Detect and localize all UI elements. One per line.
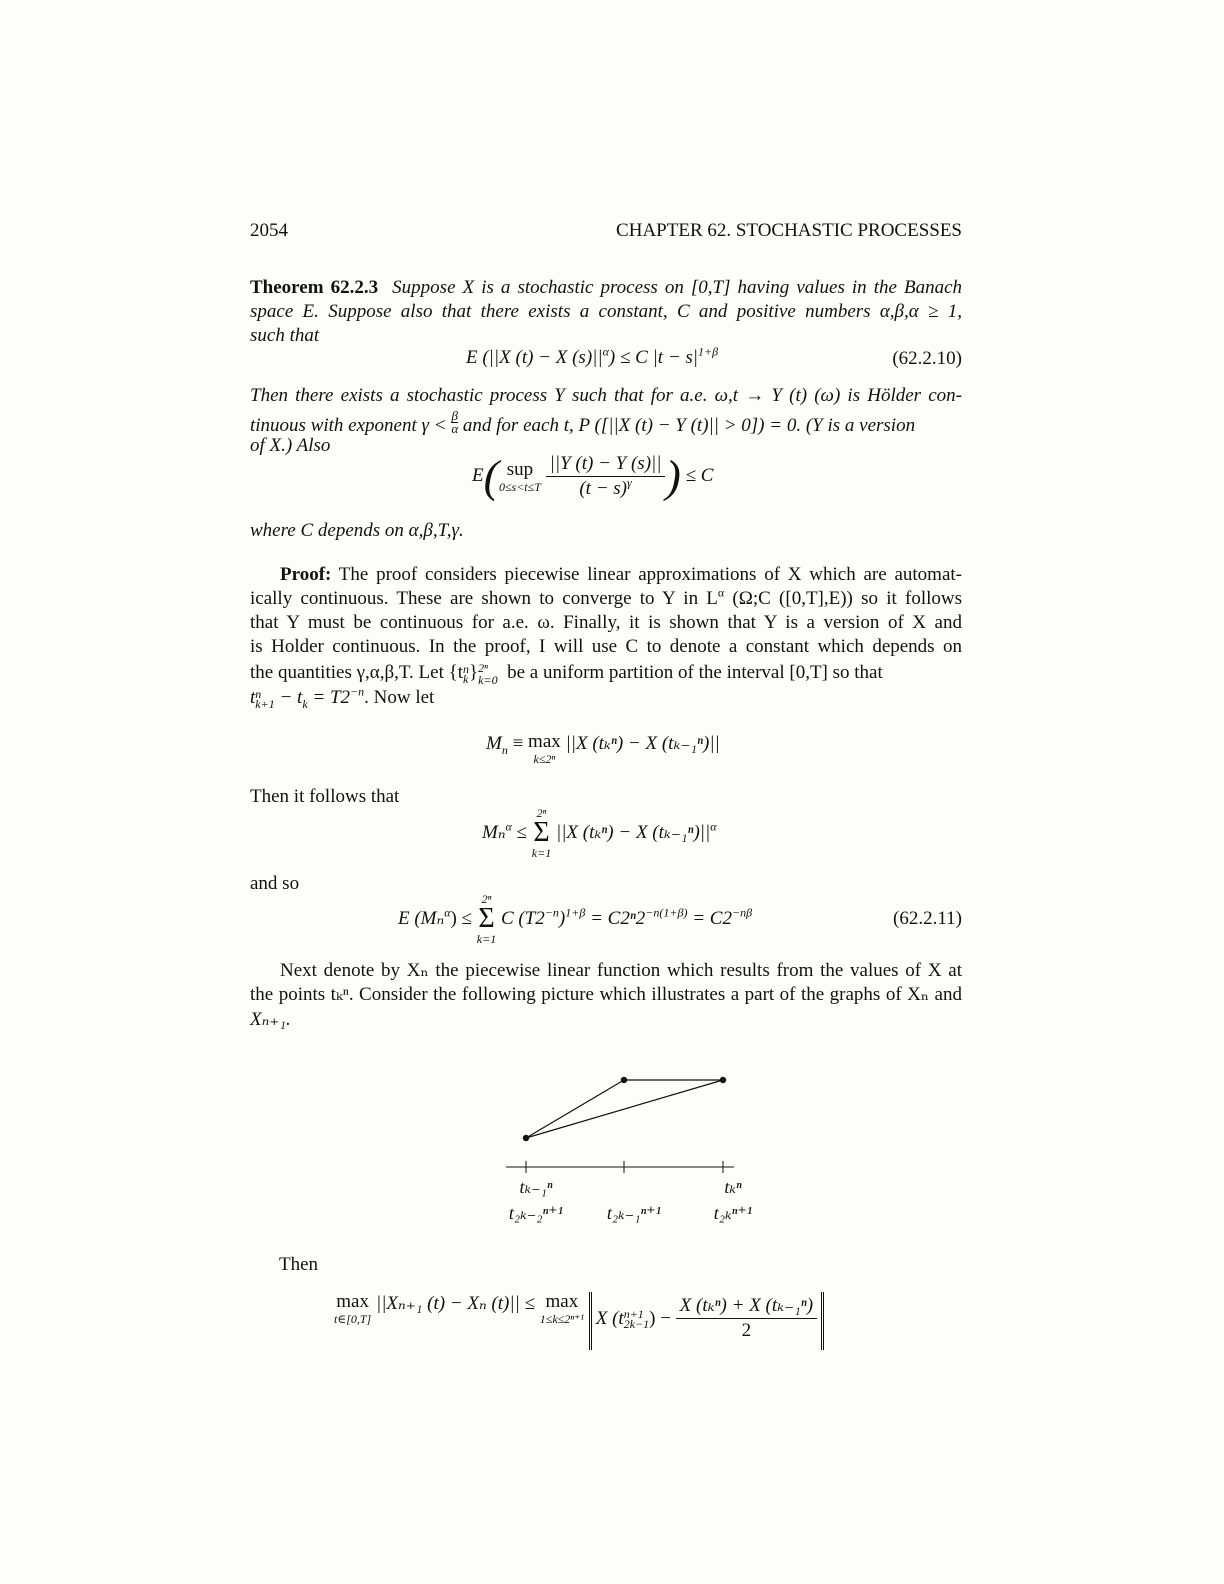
sum-operator [532, 806, 551, 860]
equation-max-bound [334, 1292, 824, 1350]
sup: −n [544, 905, 559, 920]
text: ically continuous. These are shown to converge to Y in L [250, 588, 718, 609]
lhs [398, 905, 473, 929]
text: . Now let [364, 687, 435, 708]
sup: −n(1+β) [645, 905, 688, 920]
eq-sup: α [602, 344, 609, 359]
proof-line-6 [250, 686, 962, 710]
brace: } [469, 662, 479, 683]
lhs [482, 821, 512, 845]
piecewise-linear-figure [490, 1060, 750, 1180]
theorem-text: Suppose X is a stochastic process on [0,T] having values in the Banach [392, 277, 963, 298]
sub: k [463, 671, 469, 686]
sub: k=0 [478, 672, 498, 687]
max-sub: k≤2ⁿ [533, 752, 556, 766]
eq-text: X (t [595, 1307, 624, 1329]
sup: α [444, 905, 451, 920]
then-label: Then [279, 1254, 319, 1275]
equation-number: (62.2.10) [892, 348, 962, 369]
frac-den: 2 [741, 1320, 752, 1341]
eq-text: ≤ C [685, 464, 714, 486]
running-title: CHAPTER 62. STOCHASTIC PROCESSES [616, 220, 962, 241]
den-text: (t − s) [579, 478, 628, 499]
eq-text: Mₙ [482, 822, 506, 843]
theorem-line-4: Then there exists a stochastic process Y such that for a.e. ω,t → Y (t) (ω) is Hölder con- [250, 385, 962, 406]
eq-text: = C2ⁿ2 [590, 908, 646, 929]
sup: −nβ [731, 905, 753, 920]
point-right [720, 1077, 726, 1083]
sub: k [302, 696, 308, 711]
eq-text: = C2 [692, 908, 732, 929]
sup: α [505, 819, 512, 834]
xn-segment [526, 1080, 723, 1138]
sup-sub: 0≤s<t≤T [498, 479, 541, 494]
text: and for each t, P ([||X (t) − Y (t)|| > 0]) = 0. (Y is a version [462, 415, 916, 436]
proof-label: Proof: [280, 564, 332, 585]
frac-num: X (tₖⁿ) + X (tₖ₋₁ⁿ) [676, 1294, 817, 1319]
op: ≤ [516, 822, 528, 843]
subsup [623, 1307, 650, 1332]
label-t-k-1-n: tₖ₋₁ⁿ [519, 1177, 553, 1197]
eq-text: ) − [649, 1307, 671, 1329]
text: t [250, 687, 256, 708]
then-it-follows: Then it follows that [250, 786, 400, 807]
theorem-line-6: of X.) Also [250, 435, 331, 456]
sup: −n [350, 684, 365, 699]
sigma: Σ [533, 817, 550, 848]
sup-operator [499, 460, 541, 494]
eq-text: E (||X (t) − X (s)|| [466, 347, 603, 368]
max-operator [528, 732, 561, 766]
eq-text: ) ≤ C |t − s| [608, 347, 699, 368]
eq-text: E [472, 464, 484, 486]
text: (Ω;C ([0,T],E)) so it follows [732, 588, 962, 609]
page-number: 2054 [250, 220, 288, 241]
eq-text: E (Mₙ [398, 908, 445, 929]
label-t-2k: t₂ₖⁿ⁺¹ [713, 1203, 753, 1223]
eq-text: M [486, 733, 502, 754]
theorem-line-2: space E. Suppose also that there exists a constant, C and positive numbers α,β,α ≥ 1, [250, 301, 962, 322]
theorem-line-3: such that [250, 325, 320, 346]
sup: α [710, 819, 717, 834]
max-sub: 1≤k≤2ⁿ⁺¹ [539, 1312, 584, 1326]
frac-num: ||Y (t) − Y (s)|| [546, 452, 666, 477]
equation-Mn-alpha-sum [482, 806, 717, 860]
label-t-k-n: tₖⁿ [724, 1177, 742, 1197]
next-line-1: Next denote by Xₙ the piecewise linear function which results from the values of X at [280, 960, 962, 981]
equation-62-2-10 [466, 346, 718, 370]
max-label: max [336, 1291, 369, 1312]
sub: n [501, 742, 508, 757]
theorem-line-1 [250, 276, 962, 300]
text: = T2 [312, 687, 351, 708]
proof-line-4: is Holder continuous. In the proof, I will use C to denote a constant which depends on [250, 636, 962, 657]
rhs [500, 905, 753, 929]
point-left [523, 1135, 529, 1141]
label-t-2k-1: t₂ₖ₋₁ⁿ⁺¹ [606, 1203, 662, 1223]
sum-operator [477, 892, 496, 946]
sup: n [255, 686, 262, 701]
norm-bars [589, 1292, 824, 1350]
eq-text: C (T2 [500, 908, 545, 929]
eq-text: ||X (tₖⁿ) − X (tₖ₋₁ⁿ)|| [565, 733, 720, 754]
sup: α [717, 585, 725, 600]
sum-bottom: k=1 [531, 846, 552, 860]
text: be a uniform partition of the interval [0,T] so that [507, 662, 883, 683]
max-label: max [528, 731, 561, 752]
fraction [676, 1294, 817, 1343]
frac-num: β [451, 408, 458, 423]
sigma: Σ [478, 903, 495, 934]
proof-line-1 [250, 563, 962, 587]
point-mid [621, 1077, 627, 1083]
sup: 2ⁿ [478, 660, 488, 675]
paren: ) [665, 450, 681, 502]
eq-sup: 1+β [698, 344, 719, 359]
eq-text: ||Xₙ₊₁ (t) − Xₙ (t)|| ≤ [375, 1293, 535, 1314]
xn1-segment-left [526, 1080, 624, 1138]
label-t-2k-2: t₂ₖ₋₂ⁿ⁺¹ [508, 1203, 564, 1223]
sup: n+1 [623, 1307, 644, 1322]
fraction [451, 410, 458, 435]
den-sup: γ [627, 475, 632, 490]
rhs [555, 819, 717, 843]
sum-top: 2ⁿ [481, 892, 492, 906]
max-label: max [545, 1291, 579, 1312]
next-line-2: the points tₖⁿ. Consider the following picture which illustrates a part of the graphs of Xₙ and [250, 984, 962, 1005]
max-sub: t∈[0,T] [334, 1312, 372, 1326]
sup-label: sup [506, 458, 534, 480]
and-so: and so [250, 873, 300, 894]
paren: ( [483, 450, 499, 502]
equation-62-2-11 [398, 892, 752, 946]
range [478, 662, 497, 686]
equation-Mn-definition [486, 732, 720, 766]
fraction [546, 452, 666, 501]
subsup [255, 686, 275, 711]
text: tinuous with exponent γ < [250, 415, 447, 436]
max-operator [540, 1292, 584, 1326]
theorem-line-7: where C depends on α,β,T,γ. [250, 520, 464, 541]
op: ≡ [512, 733, 524, 754]
text: − t [279, 687, 303, 708]
eq-text: ) ≤ [450, 908, 473, 929]
sup: n [463, 661, 470, 676]
sub: 2k−1 [623, 1317, 650, 1332]
proof-line-2 [250, 587, 962, 611]
frac-den [546, 477, 666, 501]
sub: k+1 [255, 696, 275, 711]
eq-text: ) [558, 908, 566, 929]
sum-bottom: k=1 [476, 932, 497, 946]
sum-top: 2ⁿ [536, 806, 547, 820]
proof-line-3: that Y must be continuous for a.e. ω. Finally, it is shown that Y is a version of X and [250, 612, 962, 633]
eq-text: ||X (tₖⁿ) − X (tₖ₋₁ⁿ)|| [555, 822, 711, 843]
theorem-label: Theorem 62.2.3 [250, 277, 379, 298]
sup: 1+β [565, 905, 586, 920]
equation-number: (62.2.11) [893, 908, 962, 929]
equation-sup-bound [472, 452, 713, 501]
next-line-3: Xₙ₊₁. [250, 1009, 291, 1030]
text: the quantities γ,α,β,T. Let {t [250, 662, 464, 683]
text: The proof considers piecewise linear approximations of X which are automat- [338, 564, 962, 585]
proof-line-5 [250, 661, 962, 686]
max-operator [334, 1292, 371, 1326]
frac-den: α [451, 421, 459, 436]
term-a [595, 1307, 671, 1332]
